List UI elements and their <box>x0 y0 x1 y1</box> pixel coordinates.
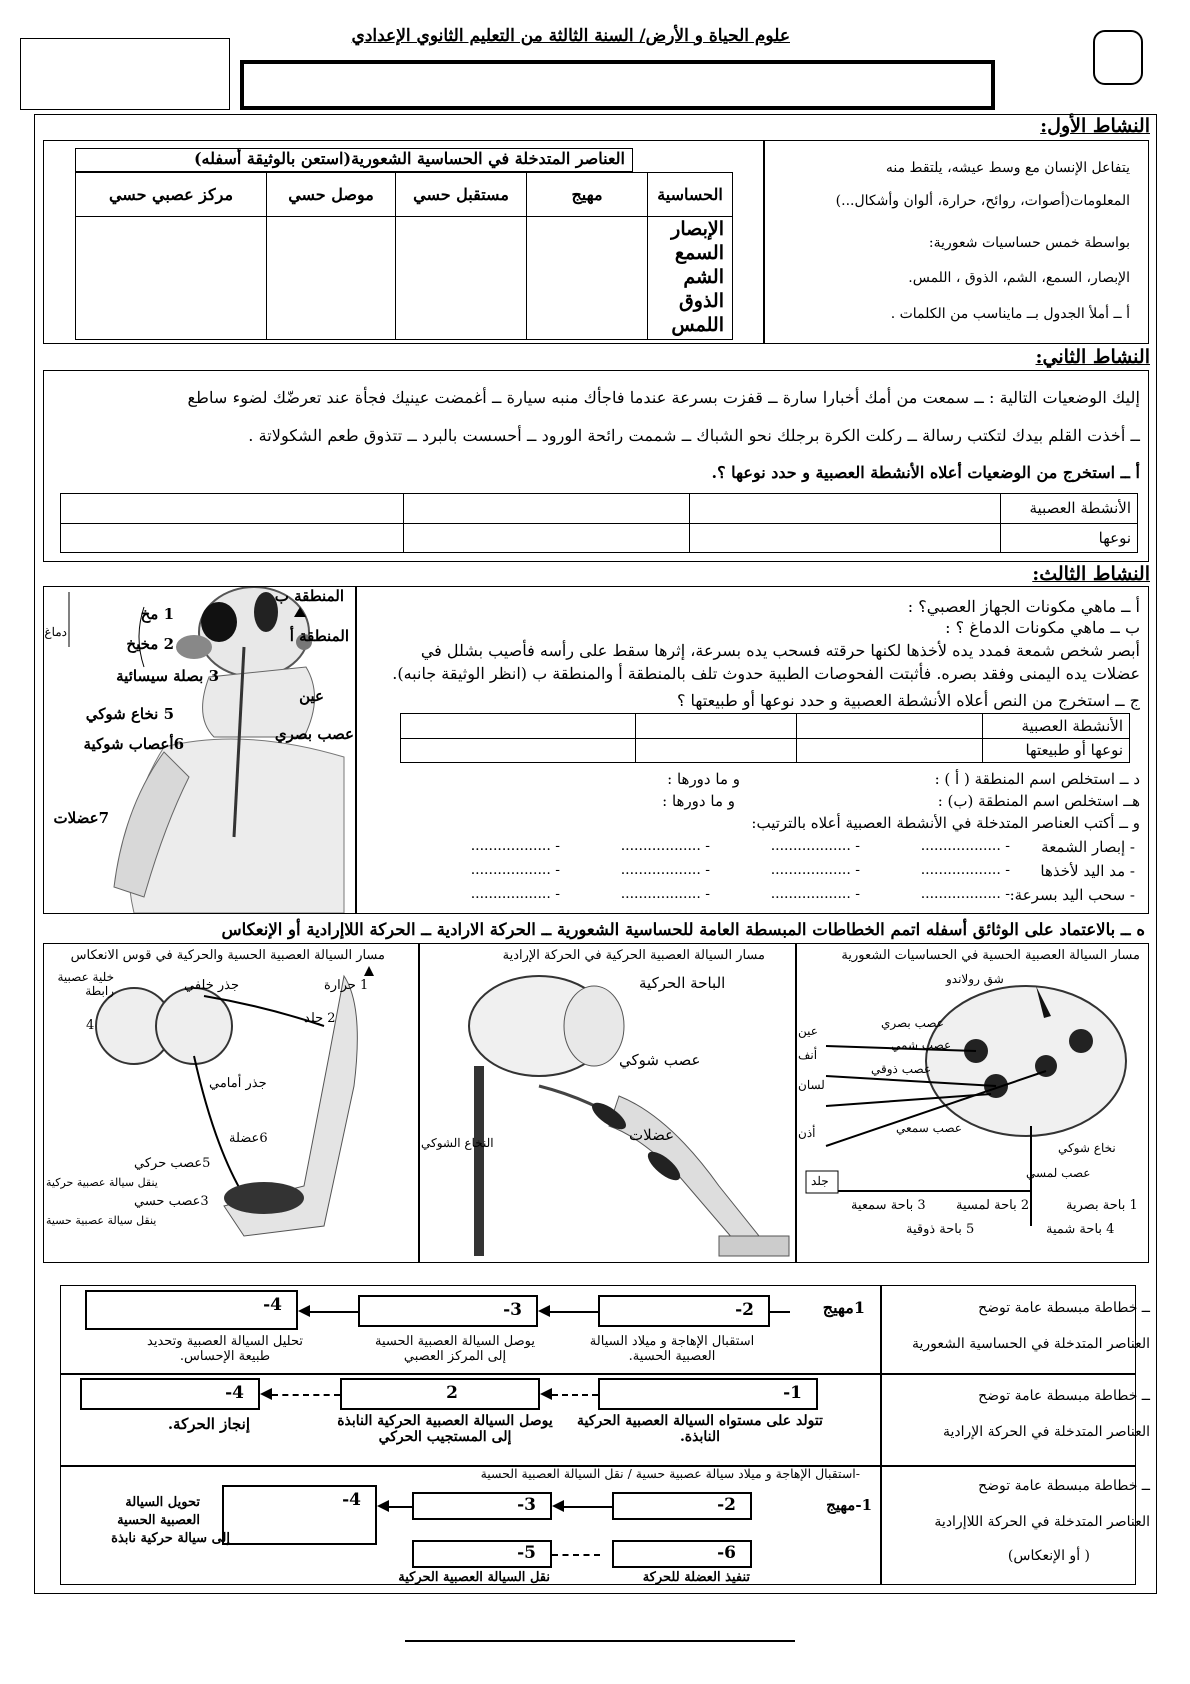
dots[interactable]: - .................. <box>620 886 710 902</box>
activity3-q-c: ج ــ استخرج من النص أعلاه الأنشطة العصبية و حدد نوعها أو طبيعتها ؟ <box>676 691 1140 710</box>
label-area-2: 2 باحة لمسية <box>956 1198 1030 1213</box>
name-box-left[interactable] <box>20 38 230 110</box>
grade-box[interactable] <box>1093 30 1143 85</box>
label-taste-nerve: عصب ذوقي <box>871 1062 932 1076</box>
dots[interactable]: - .................. <box>770 862 860 878</box>
fig-label-cerebellum: 2 مخيخ <box>126 635 174 653</box>
order-item-1: - إبصار الشمعة <box>1041 838 1135 856</box>
dots[interactable]: - .................. <box>920 838 1010 854</box>
fig-label-zone-a: المنطقة أ <box>289 627 349 645</box>
label-olfactory-nerve: عصب شمي <box>891 1038 952 1052</box>
fig-label-cerebrum: 1 مخ <box>140 605 174 623</box>
schema3-bottom-note-1: تنفيذ العضلة للحركة <box>642 1570 750 1585</box>
row-label: نوعها <box>1001 523 1138 553</box>
activity1-table-title: العناصر المتدخلة في الحساسية الشعورية(استعن بالوثيقة أسفله) <box>193 149 625 168</box>
answer-cell[interactable] <box>690 494 1001 524</box>
flame-icon <box>364 966 374 976</box>
activity2-line2: ــ أخذت القلم بيدك لتكتب رسالة ــ ركلت الكرة برجلك نحو الشباك ــ شممت رائحة الورود ــ أحسست بالبرد ــ تتذوق طعم الشكولاتة . <box>248 426 1140 445</box>
schema3-label-3: ( أو الإنعكاس) <box>1007 1548 1090 1564</box>
dots[interactable]: - .................. <box>770 838 860 854</box>
schema3-start: 1-مهيج <box>826 1496 872 1514</box>
activity5-heading: ه ــ بالاعتماد على الوثائق أسفله اتمم الخطاطات المبسطة العامة للحساسية الشعورية ــ الحركة الارادية ــ الحركة اللاإرادية أو الإنعكاس <box>221 920 1145 939</box>
label-skin: جلد <box>811 1174 829 1188</box>
doc2-title: مسار السيالة العصبية الحركية في الحركة الإرادية <box>502 948 765 963</box>
dots[interactable]: - .................. <box>920 862 1010 878</box>
label-ear: أذن <box>798 1126 816 1140</box>
label-touch-nerve: عصب لمسي <box>1026 1166 1091 1180</box>
schema1-caption-2: يوصل السيالة العصبية الحسية إلى المركز العصبي <box>375 1334 535 1364</box>
answer-cell[interactable] <box>267 217 396 340</box>
schema2-label-1: ــ خطاطة مبسطة عامة توضح <box>978 1388 1150 1404</box>
sense-smell: الشم <box>683 266 724 288</box>
schema3-left-note-2: العصبية الحسية <box>117 1513 200 1528</box>
answer-cell[interactable] <box>404 494 690 524</box>
label-spinal-nerve: عصب شوكي <box>619 1051 701 1069</box>
schema1-label-1: ــ خطاطة مبسطة عامة توضح <box>978 1300 1150 1316</box>
activity3-divider <box>355 586 357 914</box>
answer-cell[interactable] <box>527 217 648 340</box>
sense-sight: الإبصار <box>671 218 724 240</box>
row-label: نوعها أو طبيعتها <box>983 738 1130 763</box>
answer-cell[interactable] <box>76 217 267 340</box>
label-relay-neuron: خلية عصبية رابطة <box>57 970 114 998</box>
fig-label-zone-b: المنطقة ب <box>274 587 344 605</box>
label-area-4: 4 باحة شمية <box>1046 1222 1115 1237</box>
schema3-left-note-3: إلى سيالة حركية نابذة <box>111 1531 230 1546</box>
label-spinal-cord: النخاع الشوكي <box>421 1136 494 1150</box>
schema3-left-note-1: تحويل السيالة <box>125 1495 200 1510</box>
fig-label-medulla: 3 بصلة سيسائية <box>116 667 219 685</box>
schema2-label-2: العناصر المتدخلة في الحركة الإرادية <box>942 1424 1150 1440</box>
activity3-q-a: أ ــ ماهي مكونات الجهاز العصبي؟ : <box>907 597 1140 616</box>
label-muscle: 6عضلة <box>229 1131 268 1146</box>
schema1-start: 1مهيج <box>822 1298 865 1317</box>
label-spinal-cord: نخاع شوكي <box>1058 1141 1116 1155</box>
activity2-heading: النشاط الثاني: <box>1035 346 1150 368</box>
label-dorsal-root: جذر خلفي <box>184 978 240 993</box>
fig-label-spinal-cord: 5 نخاع شوكي <box>85 705 174 723</box>
order-item-3: - سحب اليد بسرعة: <box>1009 886 1135 904</box>
answer-cell[interactable] <box>401 714 636 739</box>
col-sense: الحساسية <box>648 173 733 217</box>
row-label: الأنشطة العصبية <box>983 714 1130 739</box>
col-stimulus: مهيج <box>527 173 648 217</box>
activity3-heading: النشاط الثالث: <box>1032 563 1150 585</box>
doc3-title: مسار السيالة العصبية الحسية والحركية في قوس الانعكاس <box>70 948 385 963</box>
answer-cell[interactable] <box>396 217 527 340</box>
activity1-divider <box>763 140 765 344</box>
label-optic-nerve: عصب بصري <box>881 1016 944 1030</box>
answer-cell[interactable] <box>401 738 636 763</box>
answer-cell[interactable] <box>61 523 404 553</box>
activity2-table <box>60 493 1138 553</box>
label-motor-area: الباحة الحركية <box>639 974 726 992</box>
schema-row-sep-1 <box>60 1373 1136 1375</box>
dots[interactable]: - .................. <box>620 838 710 854</box>
activity1-table <box>75 172 733 340</box>
schema2-caption-3: إنجاز الحركة. <box>167 1415 250 1433</box>
reflex-arc-figure <box>44 966 417 1262</box>
col-center: مركز عصبي حسي <box>76 173 267 217</box>
schema3-box-4[interactable]: 4- <box>222 1485 377 1545</box>
page-title: علوم الحياة و الأرض/ السنة الثالثة من التعليم الثانوي الإعدادي <box>351 26 790 46</box>
answer-cell[interactable] <box>797 714 983 739</box>
label-sensory-nerve: 3عصب حسي <box>134 1194 209 1209</box>
dots[interactable]: - .................. <box>920 886 1010 902</box>
answer-cell[interactable] <box>797 738 983 763</box>
label-motor-signal: ينقل سيالة عصبية حركية <box>46 1176 158 1189</box>
fig-label-eye: عين <box>299 687 324 705</box>
voluntary-path-figure <box>419 966 794 1262</box>
fig-label-brain: دماغ <box>44 625 67 639</box>
schema1-caption-1: استقبال الإهاجة و ميلاد السيالة العصبية الحسية. <box>589 1334 755 1364</box>
label-muscles: عضلات <box>629 1126 675 1144</box>
sense-hearing: السمع <box>674 242 724 264</box>
label-skin: 2 جلد <box>304 1011 336 1026</box>
activity1-intro-4: الإبصار، السمع، الشم، الذوق ، اللمس. <box>908 270 1130 286</box>
schema3-box-2[interactable]: 2- <box>612 1492 752 1520</box>
label-area-1: 1 باحة بصرية <box>1066 1198 1138 1213</box>
activity1-heading: النشاط الأول: <box>1040 115 1150 137</box>
order-item-2: - مد اليد لأخذها <box>1040 862 1135 880</box>
activity1-intro-3: بواسطة خمس حساسيات شعورية: <box>928 235 1130 251</box>
schema3-top-note: -استقبال الإهاجة و ميلاد سيالة عصبية حسية / نقل السيالة العصبية الحسية <box>480 1466 860 1481</box>
schema2-caption-1: تتولد على مستواه السيالة العصبية الحركية النابذة. <box>577 1413 823 1445</box>
activity2-question: أ ــ استخرج من الوضعيات أعلاه الأنشطة العصبية و حدد نوعها ؟. <box>711 463 1140 482</box>
answer-cell[interactable] <box>690 523 1001 553</box>
dots[interactable]: - .................. <box>470 886 560 902</box>
dots[interactable]: - .................. <box>470 862 560 878</box>
activity1-intro-2: المعلومات(أصوات، روائح، حرارة، ألوان وأشكال...) <box>835 193 1130 209</box>
label-nose: أنف <box>798 1048 818 1062</box>
activity3-q-h-role: و ما دورها : <box>662 792 735 810</box>
schema2-box-1[interactable]: 1- <box>598 1378 818 1410</box>
label-motor-nerve: 5عصب حركي <box>134 1156 211 1171</box>
schema3-box-3[interactable]: 3- <box>412 1492 552 1520</box>
schema1-box-4[interactable]: 4- <box>85 1290 298 1330</box>
schema2-box-2[interactable]: 2 <box>340 1378 540 1410</box>
sense-taste: الذوق <box>679 290 724 312</box>
activity3-table <box>400 713 1130 763</box>
schema1-caption-3: تحليل السيالة العصبية وتحديد طبيعة الإحساس. <box>147 1334 303 1364</box>
dots[interactable]: - .................. <box>620 862 710 878</box>
activity1-intro-1: يتفاعل الإنسان مع وسط عيشه، يلتقط منه <box>885 160 1130 176</box>
label-eye: عين <box>798 1024 818 1038</box>
sensory-path-figure <box>796 966 1148 1262</box>
activity3-q-b: ب ــ ماهي مكونات الدماغ ؟ : <box>945 618 1140 637</box>
name-box-center[interactable] <box>240 60 995 110</box>
sensory-path-svg <box>796 966 1148 1262</box>
schema2-box-4[interactable]: 4- <box>80 1378 260 1410</box>
label-area-3: 3 باحة سمعية <box>851 1198 926 1213</box>
footer-line <box>405 1640 795 1642</box>
schema3-box-6[interactable]: 6- <box>612 1540 752 1568</box>
answer-cell[interactable] <box>61 494 404 524</box>
nervous-system-figure <box>44 587 354 913</box>
activity2-line1: إليك الوضعيات التالية : ــ سمعت من أمك أخبارا سارة ــ قفزت بسرعة عندما فاجأك منبه سيارة ــ أغمضت عينيك فجأة عند تعرضّك لضوء ساطع <box>187 388 1140 407</box>
schema2-caption-2: يوصل السيالة العصبية الحركية النابذة إلى المستجيب الحركي <box>337 1413 553 1445</box>
label-4: 4 <box>86 1018 95 1033</box>
answer-cell[interactable] <box>636 738 797 763</box>
schema3-label-1: ــ خطاطة مبسطة عامة توضح <box>978 1478 1150 1494</box>
schema3-label-2: العناصر المتدخلة في الحركة اللاإرادية <box>934 1514 1150 1530</box>
row-label: الأنشطة العصبية <box>1001 494 1138 524</box>
label-ventral-root: جذر أمامي <box>209 1076 267 1091</box>
fig-label-muscles: 7عضلات <box>53 809 109 827</box>
label-heat: 1 حرارة <box>324 978 369 993</box>
schema1-box-3[interactable]: 3- <box>358 1295 538 1327</box>
schema1-label-2: العناصر المتدخلة في الحساسية الشعورية <box>912 1336 1150 1352</box>
activity3-q-d: د ــ استخلص اسم المنطقة ( أ ) : <box>934 770 1140 788</box>
dots[interactable]: - .................. <box>770 886 860 902</box>
label-hearing-nerve: عصب سمعي <box>896 1121 962 1135</box>
answer-cell[interactable] <box>404 523 690 553</box>
dots[interactable]: - .................. <box>470 838 560 854</box>
label-sensory-signal: ينقل سيالة عصبية حسية <box>46 1214 157 1227</box>
voluntary-path-svg <box>419 966 794 1262</box>
doc1-title: مسار السيالة العصبية الحسية في الحساسيات الشعورية <box>841 948 1140 963</box>
label-tongue: لسان <box>798 1078 825 1092</box>
schemas-divider <box>880 1285 882 1585</box>
activity3-text-2: عضلات يده اليمنى وفقد بصره. فأثبتت الفحوصات الطبية حدوث تلف بالمنطقة أ والمنطقة ب (انظر الوثيقة جانبه). <box>392 664 1140 683</box>
activity3-q-w: و ــ أكتب العناصر المتدخلة في الأنشطة العصبية أعلاه بالترتيب: <box>751 814 1140 832</box>
schema3-bottom-note-2: نقل السيالة العصبية الحركية <box>398 1570 550 1585</box>
activity3-q-d-role: و ما دورها : <box>667 770 740 788</box>
schema3-box-5[interactable]: 5- <box>412 1540 552 1568</box>
fig-label-spinal-nerves: 6أعصاب شوكية <box>83 735 184 753</box>
activity1-intro-5: أ ــ أملأ الجدول بــ مايناسب من الكلمات . <box>890 306 1130 322</box>
senses-list <box>648 217 733 340</box>
schema1-box-2[interactable]: 2- <box>598 1295 770 1327</box>
col-receptor: مستقبل حسي <box>396 173 527 217</box>
sense-touch: اللمس <box>671 314 724 336</box>
activity3-text-1: أبصر شخص شمعة فمدد يده لأخذها لكنها حرقته فسحب يده بسرعة، إثرها سقط على رأسه فأصيب بشلل في <box>420 641 1140 660</box>
col-conductor: موصل حسي <box>267 173 396 217</box>
answer-cell[interactable] <box>636 714 797 739</box>
activity3-q-h: هــ استخلص اسم المنطقة (ب) : <box>937 792 1140 810</box>
label-rolando: شق رولاندو <box>946 972 1004 986</box>
fig-label-optic-nerve: عصب بصري <box>274 725 354 743</box>
label-area-5: 5 باحة ذوقية <box>906 1222 975 1237</box>
